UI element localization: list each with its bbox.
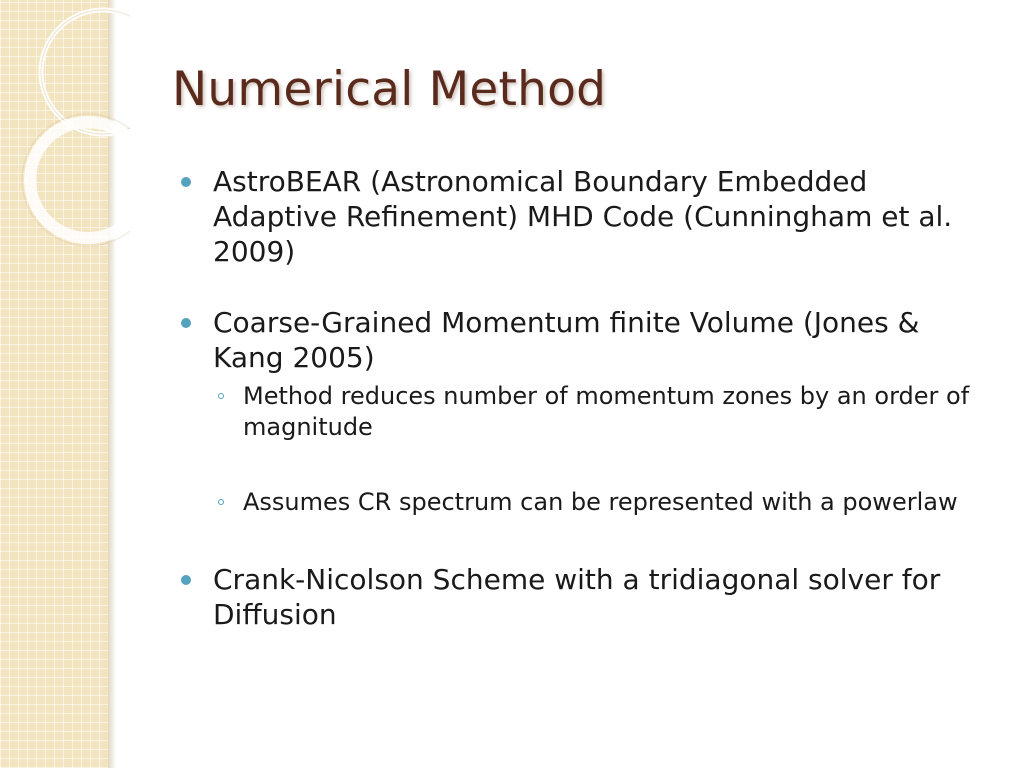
bullet-dot-icon: [181, 575, 191, 585]
bullet-item: [176, 562, 996, 632]
bullet-text: Crank-Nicolson Scheme with a tridiagonal solver for Diffusion: [213, 563, 941, 631]
bullet-text: Coarse-Grained Momentum finite Volume (Jones & Kang 2005): [213, 306, 920, 374]
sub-bullet-ring-icon: [218, 499, 224, 505]
sub-bullet-ring-icon: [218, 393, 224, 399]
sub-bullet-text: Assumes CR spectrum can be represented with a powerlaw: [243, 488, 958, 516]
sub-bullet-item: [213, 381, 996, 443]
bullet-dot-icon: [181, 318, 191, 328]
bullet-item: [176, 305, 996, 375]
bullet-dot-icon: [181, 177, 191, 187]
decorative-circles: [0, 0, 130, 260]
sub-bullet-item: [213, 487, 996, 518]
bullet-text: AstroBEAR (Astronomical Boundary Embedded Adaptive Refinement) MHD Code (Cunningham et al. 2009): [213, 165, 953, 268]
bullet-item: [176, 164, 996, 269]
sub-bullet-text: Method reduces number of momentum zones by an order of magnitude: [243, 382, 970, 441]
slide-title: Numerical Method: [172, 62, 607, 117]
bullet-list: [176, 164, 996, 632]
